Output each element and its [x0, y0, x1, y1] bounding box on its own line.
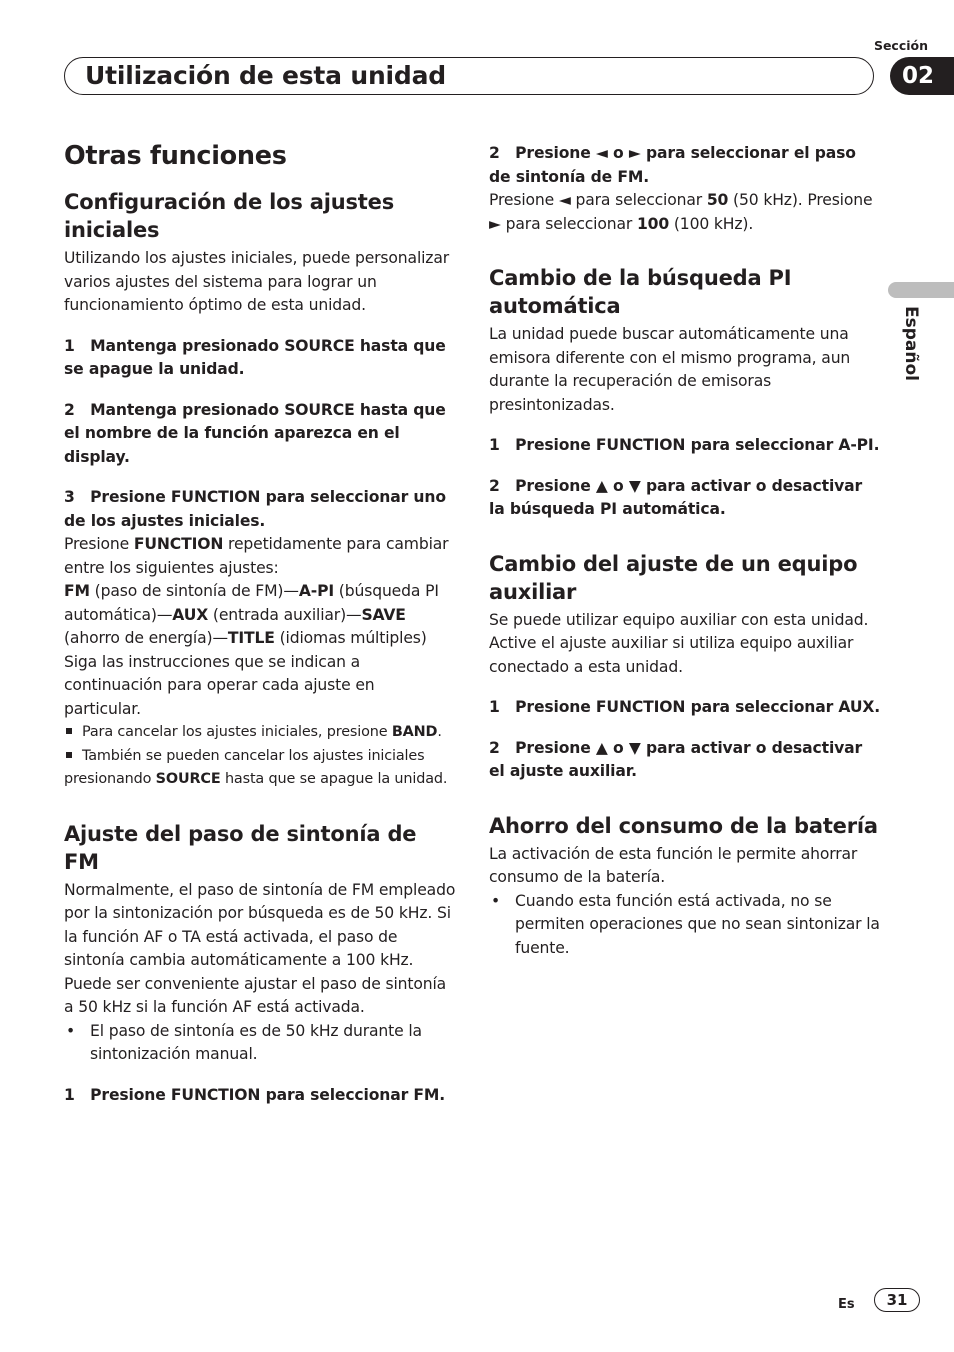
- square-bullet-icon: [66, 752, 72, 758]
- language-tab: [893, 306, 933, 390]
- paragraph: Presione ◄ para seleccionar 50 (50 kHz). Presione ► para seleccionar 100 (100 kHz).: [489, 191, 873, 233]
- paragraph: La unidad puede buscar automáticamente una emisora diferente con el mismo programa, aun durante la recuperación de emisoras presintonizadas.: [489, 325, 851, 414]
- section-heading-initial-settings: Configuración de los ajustes iniciales: [64, 190, 394, 242]
- note: Para cancelar los ajustes iniciales, presione BAND.: [64, 721, 456, 745]
- step: 3 Presione FUNCTION para seleccionar uno de los ajustes iniciales.: [64, 488, 446, 530]
- step: 2 Presione ◄ o ► para seleccionar el paso de sintonía de FM.: [489, 144, 856, 186]
- step: 2 Mantenga presionado SOURCE hasta que el nombre de la función aparezca en el display.: [64, 400, 446, 466]
- section-heading-fm-step: Ajuste del paso de sintonía de FM: [64, 821, 417, 874]
- paragraph: La activación de esta función le permite ahorrar consumo de la batería.: [489, 844, 858, 886]
- step: 2 Presione ▲ o ▼ para activar o desactivar la búsqueda PI automática.: [489, 476, 863, 518]
- section-heading-aux: Cambio del ajuste de un equipo auxiliar: [489, 551, 858, 604]
- settings-list: FM (paso de sintonía de FM)—A-PI (búsqueda PI automática)—AUX (entrada auxiliar)—SAVE (ahorro de energía)—TITLE (idiomas múltiples): [64, 582, 439, 647]
- language-tab-bar: [888, 282, 954, 298]
- section-heading-battery: Ahorro del consumo de la batería: [489, 813, 878, 838]
- paragraph: Se puede utilizar equipo auxiliar con esta unidad. Active el ajuste auxiliar si utiliza equipo auxiliar conectado a esta unidad.: [489, 610, 869, 676]
- section-label: Sección: [873, 38, 929, 53]
- paragraph: Normalmente, el paso de sintonía de FM empleado por la sintonización por búsqueda es de 50 kHz. Si la función AF o TA está activada, el paso de sintonía cambia automáticamente a 100 kHz. Puede ser conveniente ajustar el paso de sintonía a 50 kHz si la función AF está activada.: [64, 880, 456, 1016]
- section-heading-pi-search: Cambio de la búsqueda PI automática: [489, 266, 792, 318]
- paragraph: Presione FUNCTION repetidamente para cambiar entre los siguientes ajustes:: [64, 535, 449, 577]
- section-number-badge: 02: [890, 57, 954, 95]
- step: 2 Presione ▲ o ▼ para activar o desactivar el ajuste auxiliar.: [489, 738, 863, 780]
- language-label: Español: [901, 306, 921, 381]
- chapter-header: [64, 57, 874, 95]
- footer-language-code: Es: [838, 1297, 855, 1312]
- paragraph: Utilizando los ajustes iniciales, puede personalizar varios ajustes del sistema para lograr un funcionamiento óptimo de esta unidad.: [64, 249, 450, 314]
- bullet-item: • El paso de sintonía es de 50 kHz durante la sintonización manual.: [64, 1020, 456, 1067]
- page-number: 31: [874, 1288, 920, 1312]
- right-column: [489, 142, 881, 960]
- note: También se pueden cancelar los ajustes iniciales presionando SOURCE hasta que se apague la unidad.: [64, 747, 448, 787]
- step: 1 Presione FUNCTION para seleccionar AUX.: [489, 698, 881, 716]
- page-title: Otras funciones: [64, 141, 287, 171]
- chapter-title: Utilización de esta unidad: [85, 61, 446, 90]
- step: 1 Presione FUNCTION para seleccionar FM.: [64, 1085, 446, 1104]
- square-bullet-icon: [66, 728, 72, 734]
- left-column: [64, 140, 456, 1107]
- bullet-item: • Cuando esta función está activada, no se permiten operaciones que no sean sintonizar la fuente.: [489, 890, 881, 961]
- step: 1 Mantenga presionado SOURCE hasta que se apague la unidad.: [64, 336, 446, 378]
- step: 1 Presione FUNCTION para seleccionar A-PI.: [489, 436, 880, 454]
- paragraph: Siga las instrucciones que se indican a continuación para operar cada ajuste en particular.: [64, 652, 375, 718]
